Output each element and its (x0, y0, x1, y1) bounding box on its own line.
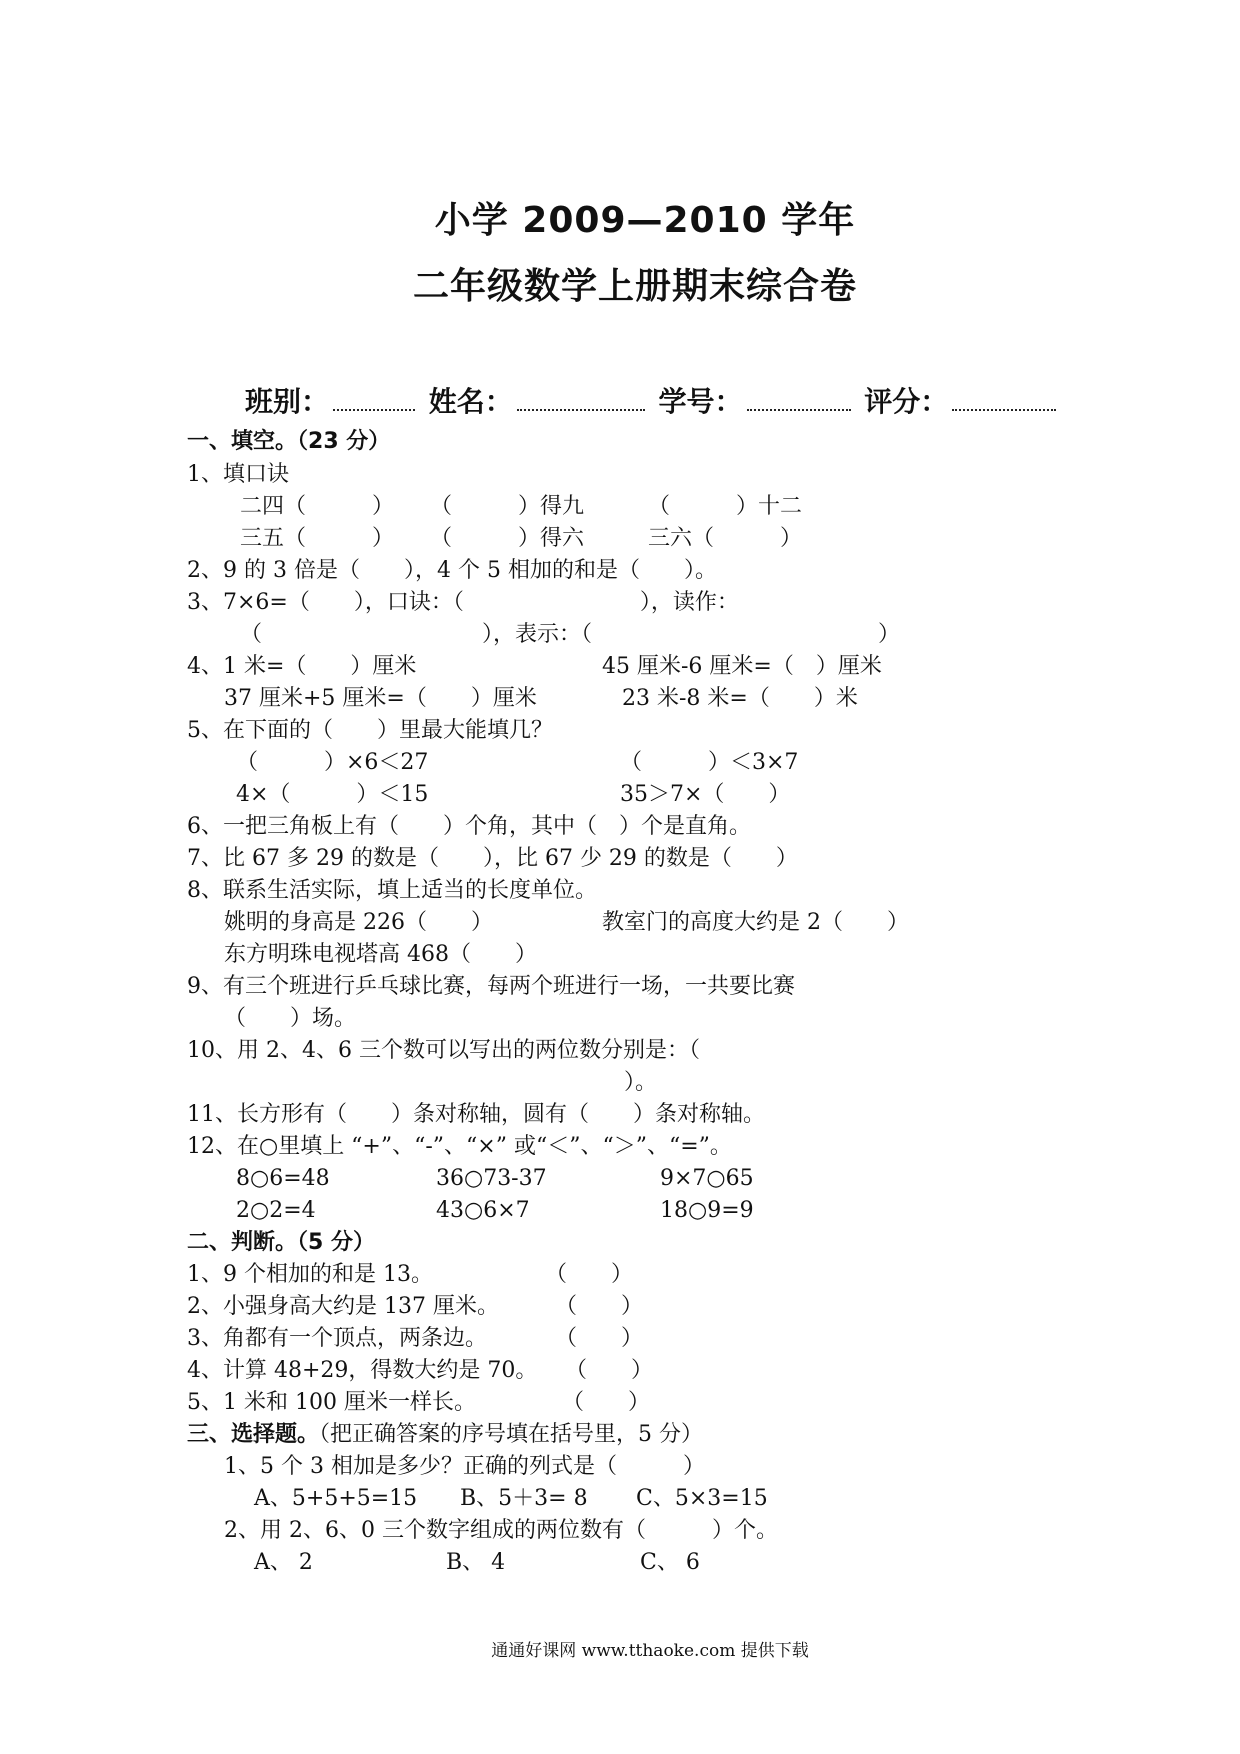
judge-3-paren[interactable]: （ ） (555, 1326, 644, 1351)
q4-d: 23 米-8 米=（ ）米 (622, 686, 858, 711)
judge-1-text: 1、9 个相加的和是 13。 (187, 1262, 433, 1287)
student-info-row (245, 380, 1060, 420)
judge-2-text: 2、小强身高大约是 137 厘米。 (187, 1294, 499, 1319)
q9-line2: （ ）场。 (224, 1006, 357, 1031)
q1-r1-b: （ ）得九 (430, 494, 585, 519)
q1-r2-c: 三六（ ） (648, 526, 803, 551)
q4-b: 45 厘米-6 厘米=（ ）厘米 (602, 654, 882, 679)
section3-title: 三、选择题。 (187, 1422, 320, 1447)
q1-r1-c: （ ）十二 (648, 494, 803, 519)
title-line-2: 二年级数学上册期末综合卷 (412, 266, 857, 307)
section1-heading (187, 427, 390, 457)
q12-r1-b: 36○73-37 (436, 1166, 547, 1191)
q12-stem: 12、在○里填上 “+”、“-”、“×” 或“＜”、“＞”、“=”。 (187, 1134, 732, 1159)
section2-title: 二、判断。 (187, 1230, 298, 1255)
section1-title: 一、填空。 (187, 429, 298, 454)
section2-heading (187, 1228, 375, 1258)
judge-1-paren[interactable]: （ ） (545, 1262, 634, 1287)
q5-a: （ ）×6＜27 (236, 750, 429, 775)
q11: 11、长方形有（ ）条对称轴，圆有（ ）条对称轴。 (187, 1102, 765, 1127)
judge-2-paren[interactable]: （ ） (555, 1294, 644, 1319)
q12-r1-a: 8○6=48 (236, 1166, 330, 1191)
choice-1-stem: 1、5 个 3 相加是多少？正确的列式是（ ） (224, 1454, 705, 1479)
name-field[interactable] (517, 387, 645, 411)
q4-c: 37 厘米+5 厘米=（ ）厘米 (224, 686, 537, 711)
judge-4-text: 4、计算 48+29，得数大约是 70。 (187, 1358, 538, 1383)
q9-line1: 9、有三个班进行乒乓球比赛，每两个班进行一场，一共要比赛 (187, 974, 795, 999)
q5-b: （ ）＜3×7 (620, 750, 799, 775)
choice-2-option-c: C、 6 (640, 1550, 700, 1575)
q12-r2-b: 43○6×7 (436, 1198, 530, 1223)
q12-r2-a: 2○2=4 (236, 1198, 316, 1223)
q3-line1: 3、7×6=（ ），口诀：（ ），读作： (187, 590, 739, 615)
q8-c: 东方明珠电视塔高 468（ ） (224, 942, 537, 967)
score-label: 评分： (864, 385, 949, 418)
footer-credit: 通通好课网 www.tthaoke.com 提供下载 (491, 1641, 809, 1661)
choice-1-option-b: B、5＋3= 8 (460, 1486, 588, 1511)
q5-stem: 5、在下面的（ ）里最大能填几？ (187, 718, 553, 743)
student-no-label: 学号： (658, 385, 743, 418)
judge-5-paren[interactable]: （ ） (562, 1390, 651, 1415)
q2: 2、9 的 3 倍是（ ），4 个 5 相加的和是（ ）。 (187, 558, 717, 583)
section2-points: （5 分） (297, 1230, 375, 1255)
class-label: 班别： (245, 385, 330, 418)
q1-stem: 1、填口诀 (187, 462, 289, 487)
judge-3-text: 3、角都有一个顶点，两条边。 (187, 1326, 487, 1351)
class-field[interactable] (333, 387, 415, 411)
q1-r2-b: （ ）得六 (430, 526, 585, 551)
q8-a: 姚明的身高是 226（ ） (224, 910, 493, 935)
student-no-field[interactable] (747, 387, 851, 411)
q5-d: 35＞7×（ ） (620, 782, 791, 807)
q6: 6、一把三角板上有（ ）个角，其中（ ）个是直角。 (187, 814, 751, 839)
choice-2-option-a: A、 2 (254, 1550, 313, 1575)
judge-5-text: 5、1 米和 100 厘米一样长。 (187, 1390, 476, 1415)
name-label: 姓名： (428, 385, 513, 418)
q10-line1: 10、用 2、4、6 三个数可以写出的两位数分别是：（ (187, 1038, 700, 1063)
q8-b: 教室门的高度大约是 2（ ） (602, 910, 909, 935)
q7: 7、比 67 多 29 的数是（ ），比 67 少 29 的数是（ ） (187, 846, 798, 871)
q5-c: 4×（ ）＜15 (236, 782, 429, 807)
choice-1-option-c: C、5×3=15 (636, 1486, 768, 1511)
q8-stem: 8、联系生活实际，填上适当的长度单位。 (187, 878, 597, 903)
q1-r1-a: 二四（ ） (240, 494, 395, 519)
section3-points: （把正确答案的序号填在括号里，5 分） (319, 1422, 704, 1447)
q12-r1-c: 9×7○65 (660, 1166, 754, 1191)
choice-2-stem: 2、用 2、6、0 三个数字组成的两位数有（ ）个。 (224, 1518, 778, 1543)
choice-1-option-a: A、5+5+5=15 (254, 1486, 418, 1511)
q3-line2: （ ），表示：（ ） (240, 622, 901, 647)
section1-points: （23 分） (297, 429, 391, 454)
score-field[interactable] (952, 387, 1056, 411)
q10-line2: ）。 (624, 1070, 658, 1095)
judge-4-paren[interactable]: （ ） (565, 1358, 654, 1383)
title-line-1: 小学 2009—2010 学年 (434, 200, 856, 241)
q12-r2-c: 18○9=9 (660, 1198, 754, 1223)
q4-a: 4、1 米=（ ）厘米 (187, 654, 417, 679)
choice-2-option-b: B、 4 (446, 1550, 506, 1575)
section3-heading (187, 1420, 703, 1450)
q1-r2-a: 三五（ ） (240, 526, 395, 551)
